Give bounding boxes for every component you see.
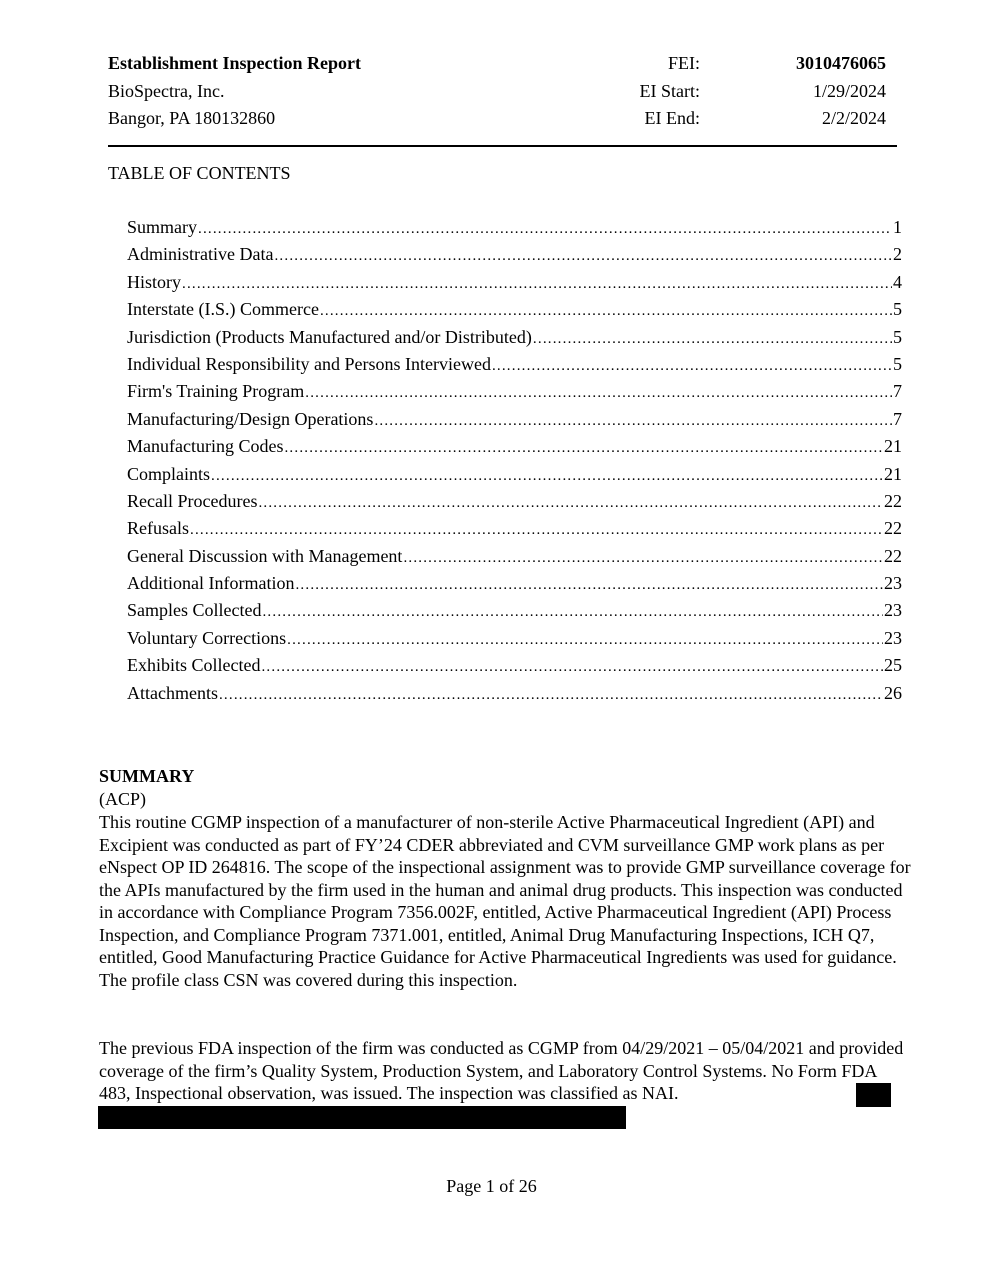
toc-item[interactable] — [127, 214, 902, 241]
summary-paragraph-2: The previous FDA inspection of the firm was conducted as CGMP from 04/29/2021 – 05/04/2021 and provided coverage of the firm’s Quality System, Production System, and Laboratory Control Systems. No Form FDA 483, Inspectional observation, was issued. The inspection was classified as NAI. — [99, 1038, 904, 1103]
toc-item[interactable] — [127, 543, 902, 570]
toc-item-page: 22 — [884, 518, 902, 539]
toc-item[interactable] — [127, 433, 902, 460]
firm-location: Bangor, PA 180132860 — [108, 108, 276, 128]
toc-item[interactable] — [127, 570, 902, 597]
toc-item-page: 23 — [884, 573, 902, 594]
toc-item-page: 23 — [884, 600, 902, 621]
toc-leader-dots — [219, 682, 883, 709]
toc-item-page: 23 — [884, 627, 902, 648]
toc-item[interactable] — [127, 351, 902, 378]
toc-item-page: 21 — [884, 463, 902, 484]
toc-item[interactable] — [127, 296, 902, 323]
fei-label: FEI: — [667, 53, 700, 73]
toc-item-page: 21 — [884, 436, 902, 457]
toc-leader-dots — [261, 654, 883, 681]
toc-item[interactable] — [127, 680, 902, 707]
toc-item[interactable] — [127, 488, 902, 515]
toc-item-page: 7 — [893, 381, 902, 402]
toc-item-page: 5 — [893, 326, 902, 347]
toc-item-label: Exhibits Collected — [127, 655, 261, 676]
toc-item[interactable] — [127, 461, 902, 488]
toc-item-page: 7 — [893, 408, 902, 429]
toc-leader-dots — [287, 627, 883, 654]
toc-item-label: Manufacturing/Design Operations — [127, 408, 374, 429]
toc-leader-dots — [295, 572, 883, 599]
firm-name: BioSpectra, Inc. — [108, 81, 225, 101]
toc-item-label: Interstate (I.S.) Commerce — [127, 299, 319, 320]
report-title: Establishment Inspection Report — [108, 53, 362, 73]
toc-item-label: Manufacturing Codes — [127, 436, 284, 457]
header-divider — [108, 145, 897, 147]
ei-end-value: 2/2/2024 — [821, 108, 886, 128]
toc-item-label: Recall Procedures — [127, 490, 258, 511]
toc-leader-dots — [374, 408, 892, 435]
toc-item-label: Administrative Data — [127, 244, 274, 265]
toc-leader-dots — [190, 517, 883, 544]
toc-leader-dots — [211, 463, 883, 490]
toc-item-label: Attachments — [127, 682, 218, 703]
toc-item-page: 22 — [884, 490, 902, 511]
toc-item-page: 1 — [893, 217, 902, 237]
summary-paragraph-1: This routine CGMP inspection of a manufacturer of non-sterile Active Pharmaceutical Ingredient (API) and Excipient was conducted as part of FY’24 CDER abbreviated and CVM surveillance GMP work plans as per eNspect OP ID 264816. The scope of the inspectional assignment was to provide GMP surveillance coverage for the APIs manufactured by the firm used in the human and animal drug products. This inspection was conducted in accordance with Compliance Program 7356.002F, entitled, Active Pharmaceutical Ingredient (API) Process Inspection, and Compliance Program 7371.001, entitled, Animal Drug Manufacturing Inspections, ICH Q7, entitled, Good Manufacturing Practice Guidance for Active Pharmaceutical Ingredients was used for guidance. The profile class CSN was covered during this inspection. — [99, 812, 911, 990]
toc-item[interactable] — [127, 406, 902, 433]
toc-item-label: Jurisdiction (Products Manufactured and/or Distributed) — [127, 326, 532, 347]
toc-item-page: 25 — [884, 655, 902, 676]
ei-start-value: 1/29/2024 — [812, 81, 886, 101]
toc-item[interactable] — [127, 324, 902, 351]
toc-item[interactable] — [127, 378, 902, 405]
redaction-bar — [98, 1106, 626, 1129]
toc-item-label: Individual Responsibility and Persons Interviewed — [127, 353, 491, 374]
toc-leader-dots — [492, 353, 892, 380]
toc-item-label: Voluntary Corrections — [127, 627, 287, 648]
toc-item[interactable] — [127, 269, 902, 296]
page-number: Page 1 of 26 — [446, 1176, 537, 1196]
toc-item-page: 22 — [884, 545, 902, 566]
toc-item-label: Refusals — [127, 518, 189, 539]
summary-subheading: (ACP) — [99, 789, 147, 809]
toc-item[interactable] — [127, 625, 902, 652]
summary-heading: SUMMARY — [99, 766, 195, 786]
toc-leader-dots — [305, 380, 892, 407]
toc-item-label: Complaints — [127, 463, 211, 484]
toc-item[interactable] — [127, 597, 902, 624]
toc-leader-dots — [284, 435, 883, 462]
toc-item[interactable] — [127, 515, 902, 542]
fei-value: 3010476065 — [796, 53, 886, 73]
ei-end-label: EI End: — [644, 108, 700, 128]
ei-start-label: EI Start: — [639, 81, 700, 101]
toc-list — [127, 214, 902, 707]
toc-item-label: History — [127, 271, 181, 292]
toc-item-page: 5 — [893, 353, 902, 374]
toc-leader-dots — [182, 271, 892, 298]
toc-leader-dots — [403, 545, 883, 572]
toc-leader-dots — [320, 298, 892, 325]
toc-title: TABLE OF CONTENTS — [108, 163, 291, 183]
toc-item[interactable] — [127, 241, 902, 268]
toc-item-label: Summary — [127, 217, 197, 237]
toc-item[interactable] — [127, 652, 902, 679]
toc-item-page: 2 — [893, 244, 902, 265]
toc-item-label: General Discussion with Management — [127, 545, 403, 566]
toc-item-page: 4 — [893, 271, 902, 292]
toc-leader-dots — [258, 490, 883, 517]
toc-leader-dots — [198, 216, 892, 243]
toc-item-label: Firm's Training Program — [127, 381, 305, 402]
toc-item-label: Additional Information — [127, 573, 295, 594]
toc-item-page: 5 — [893, 299, 902, 320]
redaction-box — [856, 1083, 891, 1107]
toc-leader-dots — [533, 326, 892, 353]
toc-item-page: 26 — [884, 682, 902, 703]
toc-leader-dots — [262, 599, 883, 626]
toc-item-label: Samples Collected — [127, 600, 262, 621]
toc-leader-dots — [274, 243, 892, 270]
